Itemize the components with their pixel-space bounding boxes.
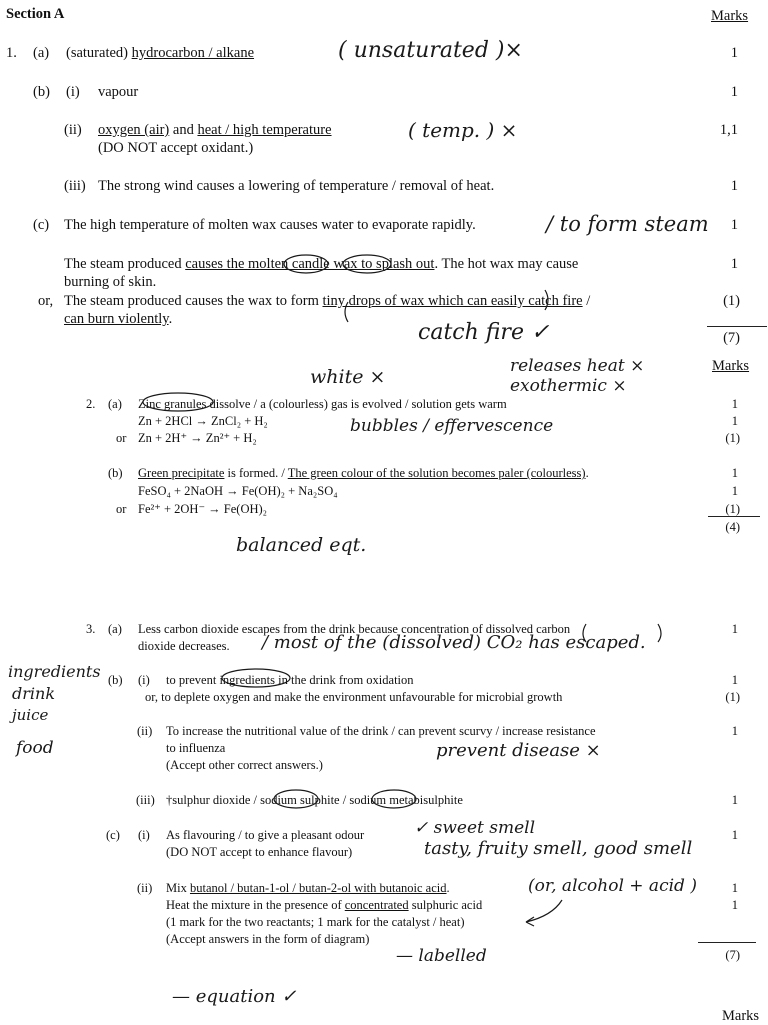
q1c-line2: The steam produced causes the molten candle wax to splash out. The hot wax may cause [64, 256, 579, 272]
q2a-m1: 1 [731, 397, 738, 411]
hand-margin-drink: drink [12, 684, 56, 703]
q3ci-line1: As flavouring / to give a pleasant odour [166, 828, 365, 842]
q2b-eq1: FeSO₄ + 2NaOH → Fe(OH)₂ + Na₂SO₄ [138, 484, 338, 498]
hand-most-of: / most of the (dissolved) CO₂ has escaped. [262, 632, 646, 653]
q1bii-mark: 1,1 [719, 122, 738, 138]
q2b-m1: 1 [731, 466, 738, 480]
q3cii-line4: (Accept answers in the form of diagram) [166, 932, 370, 946]
marks-header: Marks [711, 8, 749, 24]
bracket-catch-fire [545, 290, 548, 310]
q3a-line2: dioxide decreases. [138, 639, 230, 653]
q3cii-line2: Heat the mixture in the presence of concentrated sulphuric acid [166, 898, 483, 912]
q3a-mark: 1 [731, 622, 738, 636]
q1bii-note: (DO NOT accept oxidant.) [98, 140, 254, 156]
q1c-label: (c) [33, 217, 50, 233]
q1bi-mark: 1 [730, 84, 738, 100]
hand-margin-food: food [16, 738, 54, 758]
q1bi-label: (i) [66, 84, 80, 100]
hand-bubbles: bubbles / effervescence [350, 416, 554, 436]
q2a-eq1: Zn + 2HCl → ZnCl₂ + H₂ [138, 414, 268, 428]
q1a-mark: 1 [730, 45, 738, 61]
q3c-label: (c) [106, 828, 120, 842]
q3cii-m2: 1 [731, 898, 738, 912]
q2-number: 2. [86, 397, 96, 411]
q1biii-text: The strong wind causes a lowering of temperature / removal of heat. [98, 178, 495, 194]
circle-sodium2 [372, 790, 416, 808]
q3bii-line1: To increase the nutritional value of the drink / can prevent scurvy / increase resistance [166, 724, 596, 738]
q3bi-m1: 1 [731, 673, 738, 687]
q3a-label: (a) [108, 622, 122, 636]
q1bii-label: (ii) [64, 122, 82, 138]
q2a-eq2: Zn + 2H⁺ → Zn²⁺ + H₂ [138, 431, 257, 445]
hand-tasty: tasty, fruity smell, good smell [424, 838, 693, 859]
q3bi-m2: (1) [725, 690, 740, 704]
footer-marks: Marks [722, 1008, 760, 1024]
circle-ingredients [222, 669, 290, 687]
q1c-mark1: 1 [730, 217, 738, 233]
q1biii-label: (iii) [64, 178, 86, 194]
q1bi-text: vapour [98, 84, 139, 100]
hand-releases-heat: releases heat × [510, 356, 645, 376]
q2a-m3: (1) [725, 431, 740, 445]
q3cii-line3: (1 mark for the two reactants; 1 mark for the catalyst / heat) [166, 915, 465, 929]
hand-margin-ingredients: ingredients [8, 662, 101, 681]
q2b-text: Green precipitate is formed. / The green colour of the solution becomes paler (colourless). [138, 466, 589, 480]
hand-exothermic: exothermic × [510, 376, 627, 396]
hand-sweet-smell: ✓ sweet smell [414, 818, 536, 838]
circle-candle [343, 255, 391, 273]
hand-prevent-disease: prevent disease × [436, 740, 601, 761]
q1c-mark2: 1 [730, 256, 738, 272]
q3bii-label: (ii) [137, 724, 153, 738]
bracket-dissolved-left [583, 624, 586, 642]
hand-catch-fire: catch fire ✓ [418, 320, 550, 345]
q3bii-mark: 1 [731, 724, 738, 738]
q1b-label: (b) [33, 84, 50, 100]
q2b-eq2: Fe²⁺ + 2OH⁻ → Fe(OH)₂ [138, 502, 268, 516]
q3ci-line2: (DO NOT accept to enhance flavour) [166, 845, 353, 859]
q2-marks-header: Marks [712, 358, 750, 374]
q2a-label: (a) [108, 397, 122, 411]
q3cii-m1: 1 [731, 881, 738, 895]
q1c-line1: The high temperature of molten wax causes water to evaporate rapidly. [64, 217, 476, 233]
q3cii-label: (ii) [137, 881, 153, 895]
q3bi-line2: or, to deplete oxygen and make the environment unfavourable for microbial growth [145, 690, 563, 704]
q2a-text: Zinc granules dissolve / a (colourless) gas is evolved / solution gets warm [138, 397, 507, 411]
circle-sodium1 [274, 790, 318, 808]
q1bii-answer: oxygen (air) and heat / high temperature [98, 122, 332, 138]
q3-total: (7) [725, 948, 740, 962]
q1c-line5: can burn violently. [64, 311, 173, 327]
bracket-dissolved-right [658, 624, 661, 642]
hand-unsaturated: ( unsaturated )× [338, 38, 523, 63]
q2b-or: or [116, 502, 127, 516]
hand-or-alcohol: (or, alcohol + acid ) [528, 876, 697, 896]
q1a-label: (a) [33, 45, 50, 61]
hand-balanced: balanced eqt. [236, 534, 367, 556]
q2a-or: or [116, 431, 127, 445]
bracket-tiny-drops [345, 302, 348, 322]
q1a-answer: (saturated) hydrocarbon / alkane [66, 45, 255, 61]
hand-margin-juice: juice [12, 706, 49, 724]
hand-white: white × [310, 366, 386, 388]
hand-equation: — equation ✓ [172, 986, 297, 1007]
q3b-label: (b) [108, 673, 123, 687]
q3biii-text: †sulphur dioxide / sodium sulphite / sodium metabisulphite [166, 793, 463, 807]
q3biii-mark: 1 [731, 793, 738, 807]
q3bi-line1: to prevent ingredients in the drink from oxidation [166, 673, 414, 687]
q3-number: 3. [86, 622, 96, 636]
q3ci-label: (i) [138, 828, 150, 842]
q1c-or: or, [38, 293, 54, 309]
q3bi-label: (i) [138, 673, 150, 687]
q3bii-line3: (Accept other correct answers.) [166, 758, 323, 772]
circle-granules [143, 393, 213, 411]
q3ci-mark: 1 [731, 828, 738, 842]
q2b-m2: 1 [731, 484, 738, 498]
q1c-line4: The steam produced causes the wax to form tiny drops of wax which can easily catch fire / [64, 293, 591, 309]
q1c-line3: burning of skin. [64, 274, 157, 290]
q2-total: (4) [725, 520, 740, 534]
q1-number: 1. [6, 45, 17, 61]
circle-molten [284, 255, 328, 273]
q3bii-line2: to influenza [166, 741, 226, 755]
q1c-mark3: (1) [723, 293, 740, 309]
q1-total: (7) [723, 330, 740, 346]
q3biii-label: (iii) [136, 793, 155, 807]
q3cii-line1: Mix butanol / butan-1-ol / butan-2-ol with butanoic acid. [166, 881, 450, 895]
hand-to-form-steam: / to form steam [546, 212, 709, 236]
section-title: Section A [6, 6, 65, 22]
hand-temp: ( temp. ) × [408, 118, 518, 142]
hand-labelled: — labelled [396, 946, 487, 966]
q2b-label: (b) [108, 466, 123, 480]
q1biii-mark: 1 [730, 178, 738, 194]
q3a-line1: Less carbon dioxide escapes from the drink because concentration of dissolved carbon [138, 622, 571, 636]
q2b-m3: (1) [725, 502, 740, 516]
q2a-m2: 1 [731, 414, 738, 428]
arrow-to-catalyst [526, 900, 562, 926]
